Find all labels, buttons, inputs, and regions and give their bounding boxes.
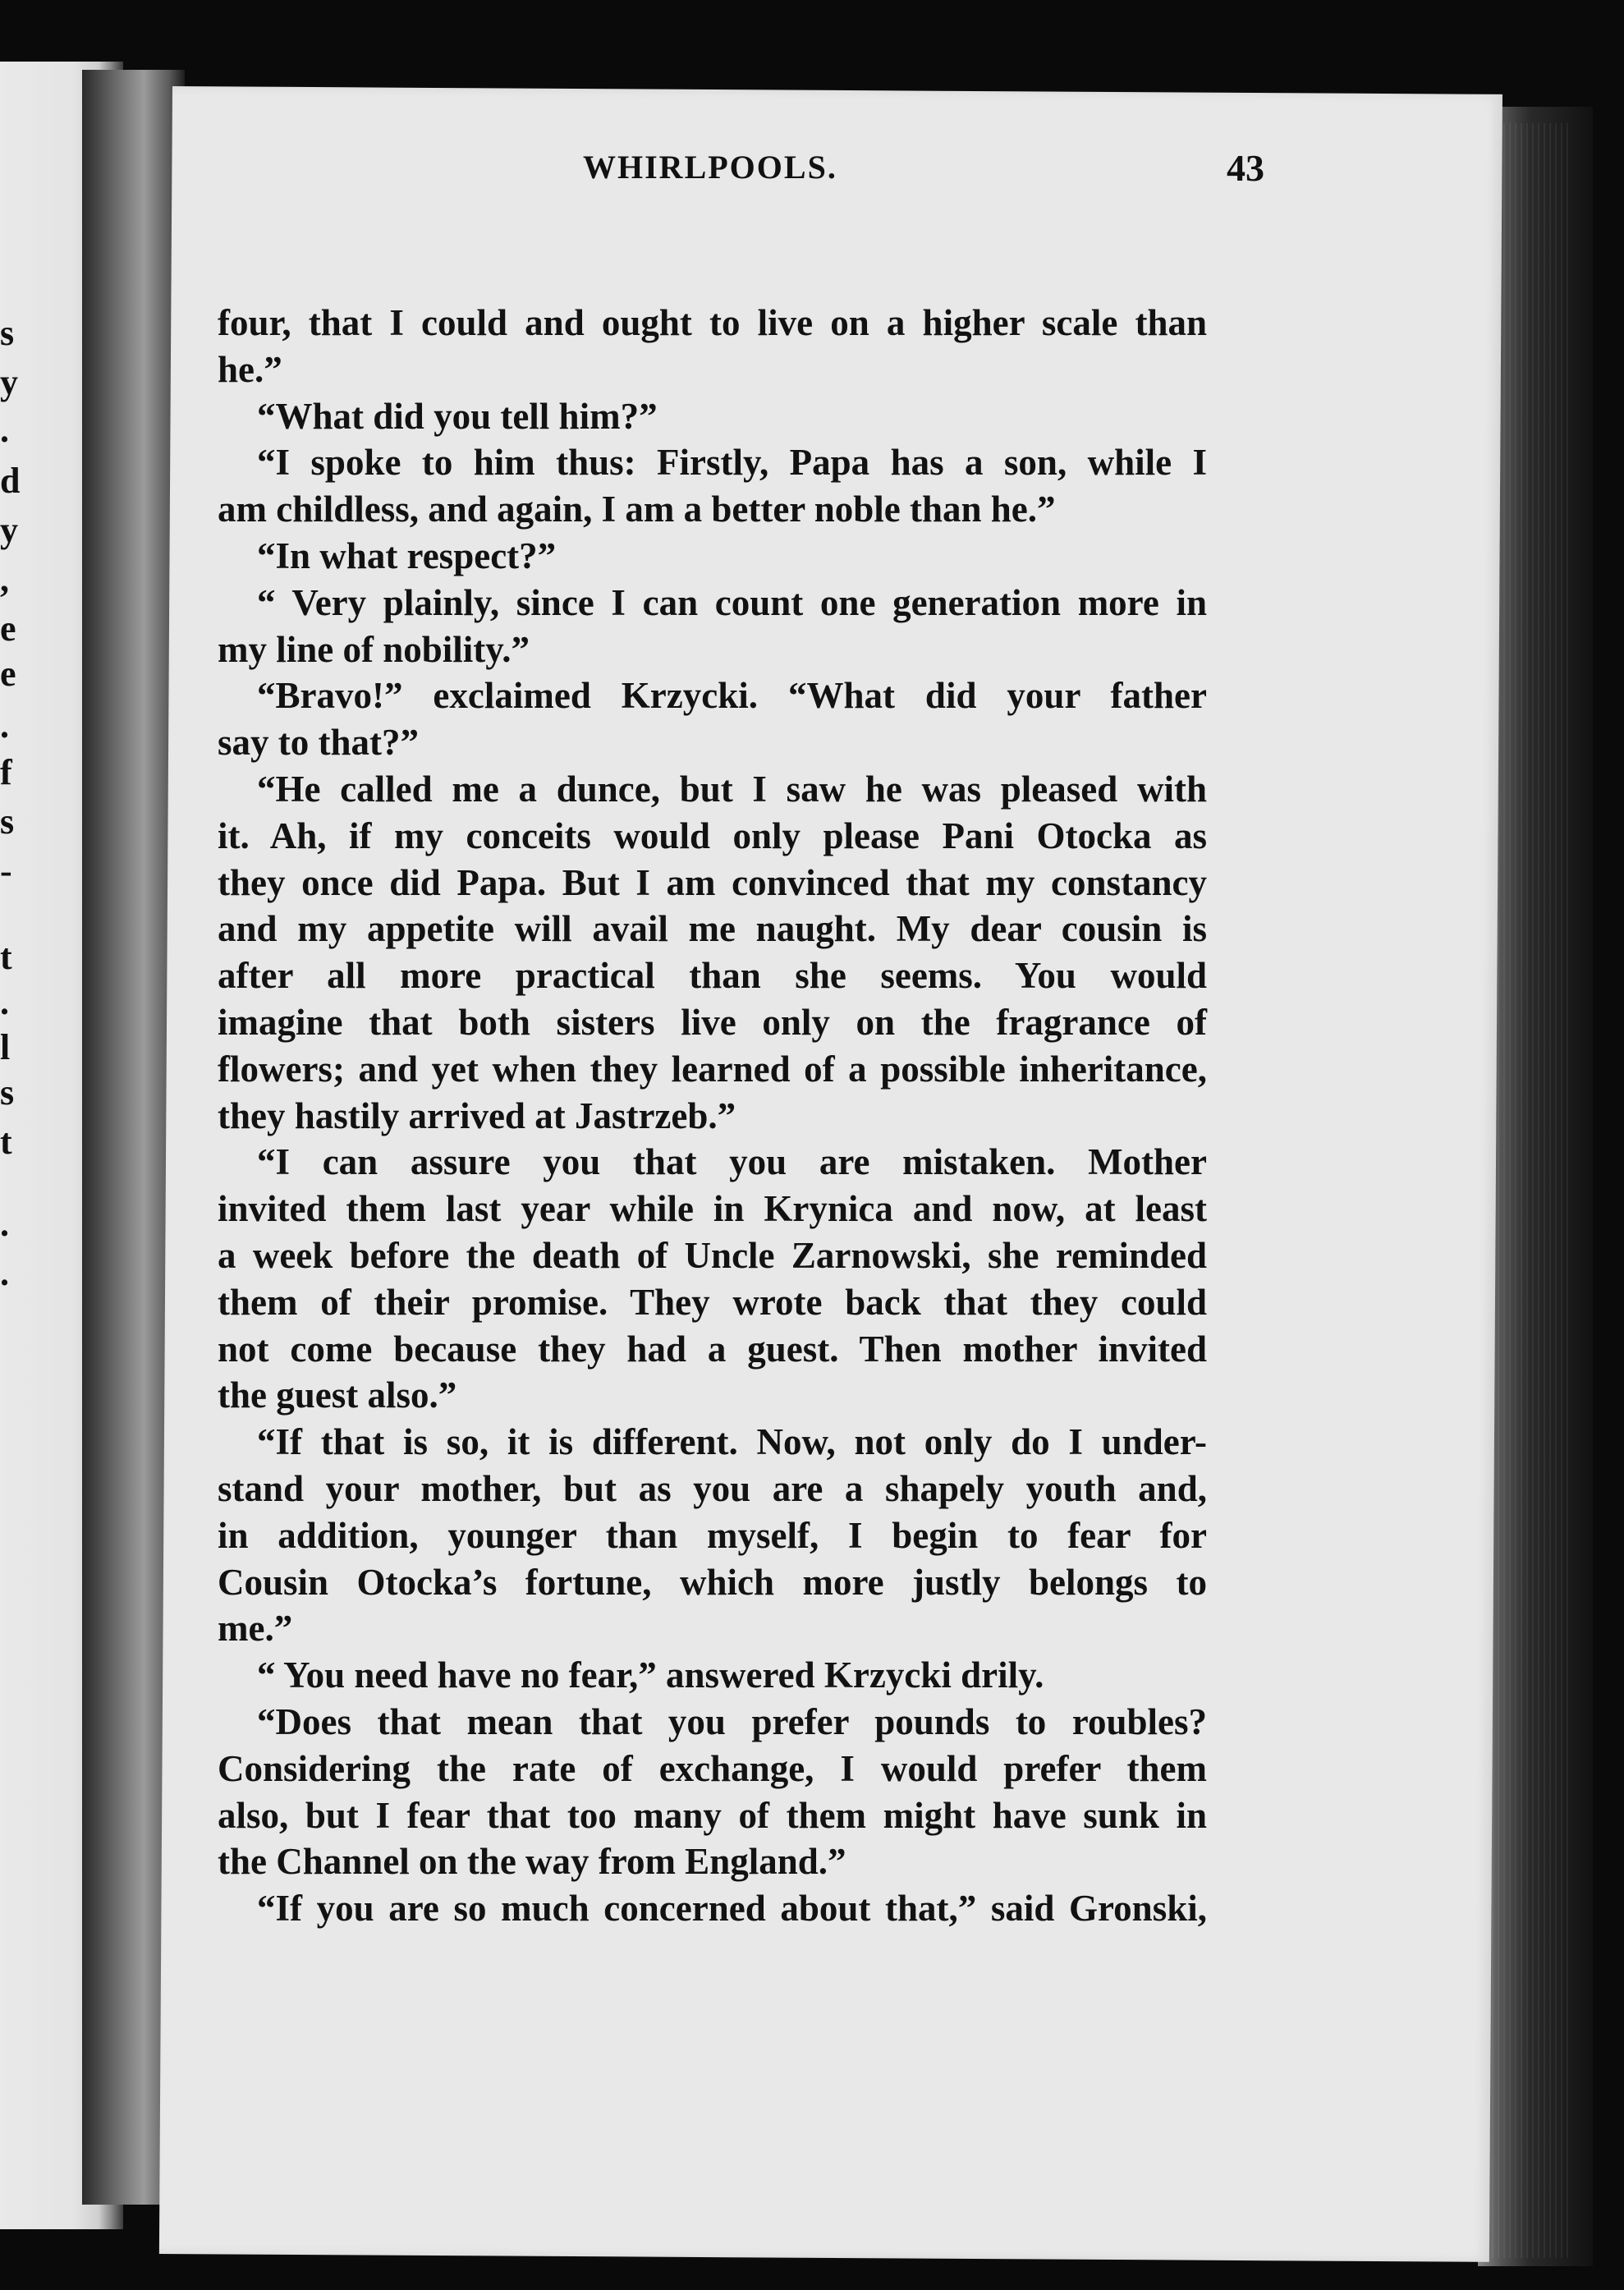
edge-letter: e: [0, 608, 16, 649]
text-line: also, but I fear that too many of them might have sunk in: [218, 1794, 1207, 1836]
edge-letter: s: [0, 801, 15, 842]
edge-letter: t: [0, 937, 12, 977]
text-line: my line of nobility.”: [218, 628, 530, 670]
text-line: a week before the death of Uncle Zarnowski, she reminded: [218, 1234, 1207, 1276]
text-line: the guest also.”: [218, 1374, 457, 1416]
text-line: “I spoke to him thus: Firstly, Papa has a son, while I: [257, 442, 1207, 484]
text-line: and my appetite will avail me naught. My dear cousin is: [218, 908, 1207, 950]
text-line: “Bravo!” exclaimed Krzycki. “What did your father: [257, 675, 1207, 717]
edge-letter: .: [0, 705, 9, 746]
edge-letter: y: [0, 362, 18, 402]
edge-letter: ,: [0, 559, 9, 599]
text-line: the Channel on the way from England.”: [218, 1841, 846, 1883]
edge-letter: -: [0, 851, 12, 891]
text-line: in addition, younger than myself, I begin to fear for: [218, 1514, 1207, 1556]
text-line: “If that is so, it is different. Now, not only do I under-: [257, 1421, 1207, 1463]
text-line: after all more practical than she seems. You would: [218, 955, 1207, 997]
text-line: Cousin Otocka’s fortune, which more justly belongs to: [218, 1561, 1207, 1603]
text-line: “I can assure you that you are mistaken. Mother: [257, 1141, 1207, 1183]
text-line: say to that?”: [218, 722, 419, 764]
edge-letter: e: [0, 654, 16, 694]
edge-letter: s: [0, 313, 15, 353]
text-line: “Does that mean that you prefer pounds to roubles?: [257, 1700, 1207, 1742]
text-line: me.”: [218, 1608, 293, 1650]
edge-letter: d: [0, 461, 21, 501]
text-line: them of their promise. They wrote back that they could: [218, 1281, 1207, 1323]
text-line: “ You need have no fear,” answered Krzycki drily.: [257, 1654, 1044, 1696]
text-line: “If you are so much concerned about that,” said Gronski,: [257, 1888, 1207, 1930]
text-line: it. Ah, if my conceits would only please Pani Otocka as: [218, 815, 1207, 856]
text-line: am childless, and again, I am a better noble than he.”: [218, 489, 1056, 530]
edge-letter: f: [0, 752, 12, 792]
text-line: four, that I could and ought to live on a higher scale than: [218, 302, 1207, 343]
edge-letter: .: [0, 410, 9, 450]
text-line: they hastily arrived at Jastrzeb.”: [218, 1095, 736, 1136]
edge-letter: l: [0, 1027, 11, 1067]
text-line: they once did Papa. But I am convinced that my constancy: [218, 861, 1207, 903]
text-line: “In what respect?”: [257, 535, 557, 576]
text-line: “ Very plainly, since I can count one generation more in: [257, 581, 1207, 623]
edge-letter: s: [0, 1072, 15, 1113]
text-line: Considering the rate of exchange, I would prefer them: [218, 1747, 1207, 1789]
text-line: not come because they had a guest. Then mother invited: [218, 1328, 1207, 1370]
text-line: he.”: [218, 348, 282, 390]
edge-letter: t: [0, 1122, 12, 1162]
text-line: “What did you tell him?”: [257, 395, 658, 437]
text-line: invited them last year while in Krynica and now, at least: [218, 1188, 1207, 1230]
running-title: WHIRLPOOLS.: [583, 149, 837, 186]
text-line: “He called me a dunce, but I saw he was pleased with: [257, 768, 1207, 810]
body-text: [218, 300, 1207, 1932]
edge-letter: .: [0, 1253, 9, 1293]
edge-letter: y: [0, 510, 18, 550]
edge-letter: .: [0, 1204, 9, 1244]
text-line: stand your mother, but as you are a shapely youth and,: [218, 1467, 1207, 1509]
running-head: [411, 148, 1264, 197]
text-line: flowers; and yet when they learned of a possible inheritance,: [218, 1048, 1207, 1090]
edge-letter: .: [0, 982, 9, 1022]
page-number: 43: [1227, 147, 1264, 189]
text-line: imagine that both sisters live only on the fragrance of: [218, 1001, 1207, 1043]
